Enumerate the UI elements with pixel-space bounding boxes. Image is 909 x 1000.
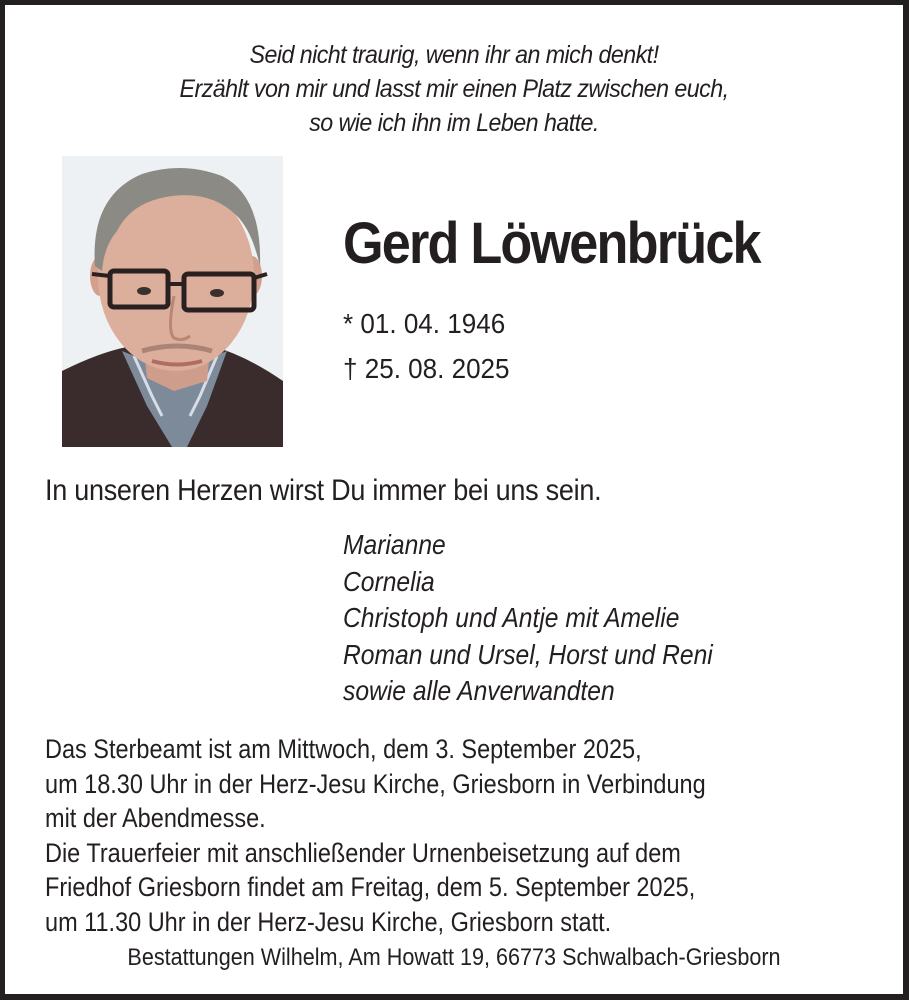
death-date: 25. 08. 2025 bbox=[364, 353, 510, 384]
life-dates bbox=[343, 301, 522, 391]
farewell-line: In unseren Herzen wirst Du immer bei uns sein. bbox=[45, 474, 602, 507]
service-line: um 11.30 Uhr in der Herz-Jesu Kirche, Griesborn statt. bbox=[45, 906, 612, 937]
service-line: mit der Abendmesse. bbox=[45, 803, 266, 833]
service-line: Friedhof Griesborn findet am Freitag, dem 5. September 2025, bbox=[45, 872, 696, 902]
mourners-list bbox=[343, 527, 763, 710]
verse-line: Erzählt von mir und lasst mir einen Platz zwischen euch, bbox=[179, 75, 729, 103]
undertaker-info: Bestattungen Wilhelm, Am Howatt 19, 66773 Schwalbach-Griesborn bbox=[127, 944, 781, 971]
mourner: Cornelia bbox=[343, 565, 435, 597]
birth-date: 01. 04. 1946 bbox=[360, 308, 506, 339]
service-info bbox=[45, 732, 804, 939]
mourner: Marianne bbox=[343, 529, 446, 560]
mourner: sowie alle Anverwandten bbox=[343, 675, 615, 706]
portrait-image bbox=[62, 156, 283, 447]
mourner: Christoph und Antje mit Amelie bbox=[343, 602, 680, 633]
cross-icon: † bbox=[343, 353, 358, 384]
birth-star-icon: * bbox=[343, 308, 354, 339]
portrait-photo bbox=[62, 156, 283, 447]
memorial-verse bbox=[36, 38, 871, 140]
service-line: Das Sterbeamt ist am Mittwoch, dem 3. September 2025, bbox=[45, 734, 642, 764]
death-date-line bbox=[343, 346, 510, 391]
verse-line: so wie ich ihn im Leben hatte. bbox=[309, 109, 599, 137]
deceased-name: Gerd Löwenbrück bbox=[343, 211, 760, 276]
mourner: Roman und Ursel, Horst und Reni bbox=[343, 638, 713, 670]
service-line: Die Trauerfeier mit anschließender Urnenbeisetzung auf dem bbox=[45, 837, 681, 868]
service-line: um 18.30 Uhr in der Herz-Jesu Kirche, Griesborn in Verbindung bbox=[45, 768, 706, 799]
birth-date-line bbox=[343, 301, 510, 346]
verse-line: Seid nicht traurig, wenn ihr an mich denkt! bbox=[249, 41, 659, 69]
